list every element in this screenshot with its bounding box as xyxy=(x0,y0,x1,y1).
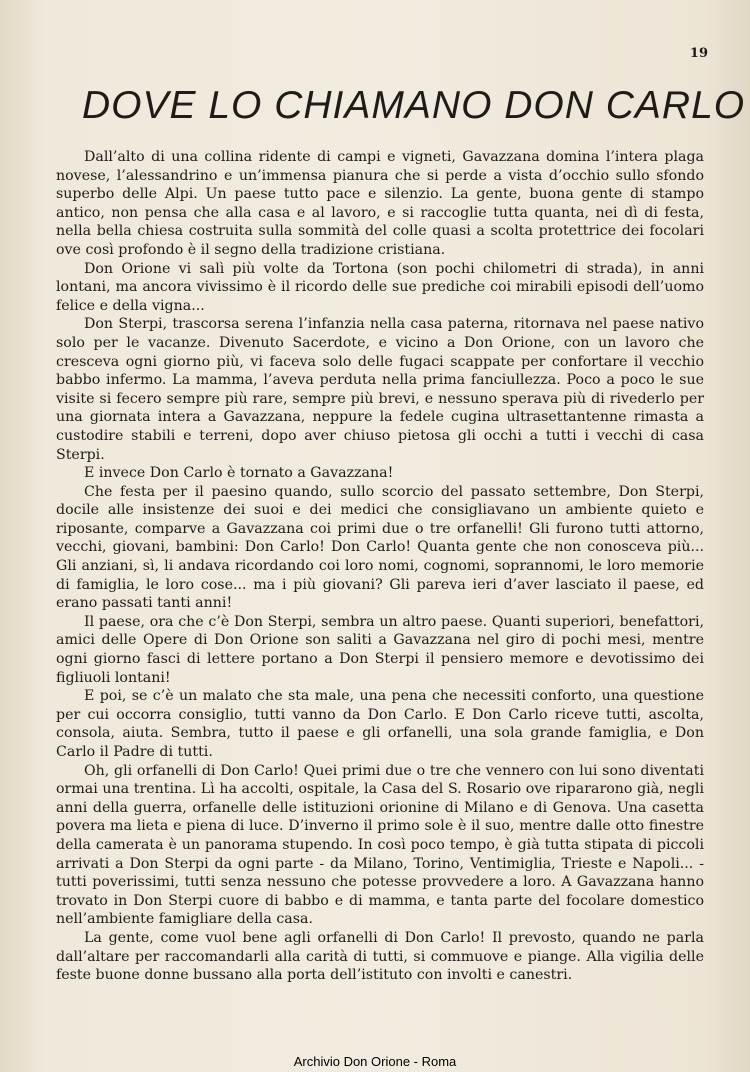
paragraph: Don Orione vi salì più volte da Tortona (son pochi chilometri di strada), in anni lontani, ma ancora vivissimo è il ricordo delle sue prediche coi mirabili episodi dell’uomo felice e della vigna... xyxy=(56,260,704,314)
paragraph: Don Sterpi, trascorsa serena l’infanzia nella casa paterna, ritornava nel paese nativo solo per le vacanze. Divenuto Sacerdote, e vicino a Don Orione, con un lavoro che cresceva ogni giorno più, vi faceva solo delle fugaci scappate per confortare il vecchio babbo infermo. La mamma, l’aveva perduta nella prima fanciullezza. Poco a poco le sue visite si fecero sempre più rare, sempre più brevi, e nessuno sperava più di rivederlo per una giornata intera a Gavazzana, neppure la fedele cugina ultrasettantenne rimasta a custodire stabili e terreni, dopo aver chiuso pietosa gli occhi a tutti i vecchi di casa Sterpi. xyxy=(56,316,704,463)
paragraph: La gente, come vuol bene agli orfanelli di Don Carlo! Il prevosto, quando ne parla dall’altare per raccomandarli alla carità di tutti, si commuove e piange. Alla vigilia delle feste buone donne bussano alla porta dell’istituto con involti e canestri. xyxy=(56,929,704,984)
paragraph: Dall’alto di una collina ridente di campi e vigneti, Gavazzana domina l’intera plaga novese, l’alessandrino e un’immensa pianura che si perde a vista d’occhio sullo sfondo superbo delle Alpi. Un paese tutto pace e silenzio. La gente, buona gente di stampo antico, non pensa che alla casa e al lavoro, e si raccoglie tutta quanta, nei dì di festa, nella bella chiesa costruita sulla sommità del colle quasi a scolta protettrice dei focolari ove così profondo è il segno della tradizione cristiana. xyxy=(56,149,704,258)
paragraph: E invece Don Carlo è tornato a Gavazzana! xyxy=(84,465,394,482)
paragraph: E poi, se c’è un malato che sta male, una pena che necessiti conforto, una questione per cui occorra consiglio, tutti vanno da Don Carlo. E Don Carlo riceve tutti, ascolta, consola, aiuta. Sembra, tutto il paese e gli orfanelli, una sola grande famiglia, e Don Carlo il Padre di tutti. xyxy=(56,688,704,760)
page-number: 19 xyxy=(689,46,708,61)
paragraph: Che festa per il paesino quando, sullo scorcio del passato settembre, Don Sterpi, docile alle insistenze dei suoi e dei medici che consigliavano un ambiente quieto e riposante, comparve a Gavazzana coi primi due o tre orfanelli! Gli furono tutti attorno, vecchi, giovani, bambini: Don Carlo! Don Carlo! Quanta gente che non conosceva più... Gli anziani, sì, li andava ricordando coi loro nomi, cognomi, soprannomi, le loro memorie di famiglia, le loro cose... ma i più giovani? Gli pareva ieri d’aver lasciato il paese, ed erano passati tanti anni! xyxy=(56,483,704,612)
paragraph: Il paese, ora che c’è Don Sterpi, sembra un altro paese. Quanti superiori, benefattori, amici delle Opere di Don Orione son saliti a Gavazzana nel giro di pochi mesi, mentre ogni giorno fasci di lettere portano a Don Sterpi il pensiero memore e devotissimo dei figliuoli lontani! xyxy=(56,613,704,686)
paragraph: Oh, gli orfanelli di Don Carlo! Quei primi due o tre che vennero con lui sono diventati ormai una trentina. Lì ha accolti, ospitale, la Casa del S. Rosario ove ripararono già, negli anni della guerra, orfanelle delle istituzioni orionine di Milano e di Genova. Una casetta povera ma lieta e piena di luce. D’inverno il primo sole è il suo, mentre dalle otto finestre della camerata è un panorama stupendo. In così poco tempo, è già tutta stipata di piccoli arrivati a Don Sterpi da ogni parte - da Milano, Torino, Ventimiglia, Trieste e Napoli... - tutti poverissimi, tutti senza nessuno che potesse provvedere a loro. A Gavazzana hanno trovato in Don Sterpi cuore di babbo e di mamma, e tanta parte del focolare domestico nell’ambiente famigliare della casa. xyxy=(56,762,704,928)
article-body xyxy=(56,148,704,985)
archive-footer: Archivio Don Orione - Roma xyxy=(293,1054,457,1069)
article-title: DOVE LO CHIAMANO DON CARLO xyxy=(82,84,746,127)
